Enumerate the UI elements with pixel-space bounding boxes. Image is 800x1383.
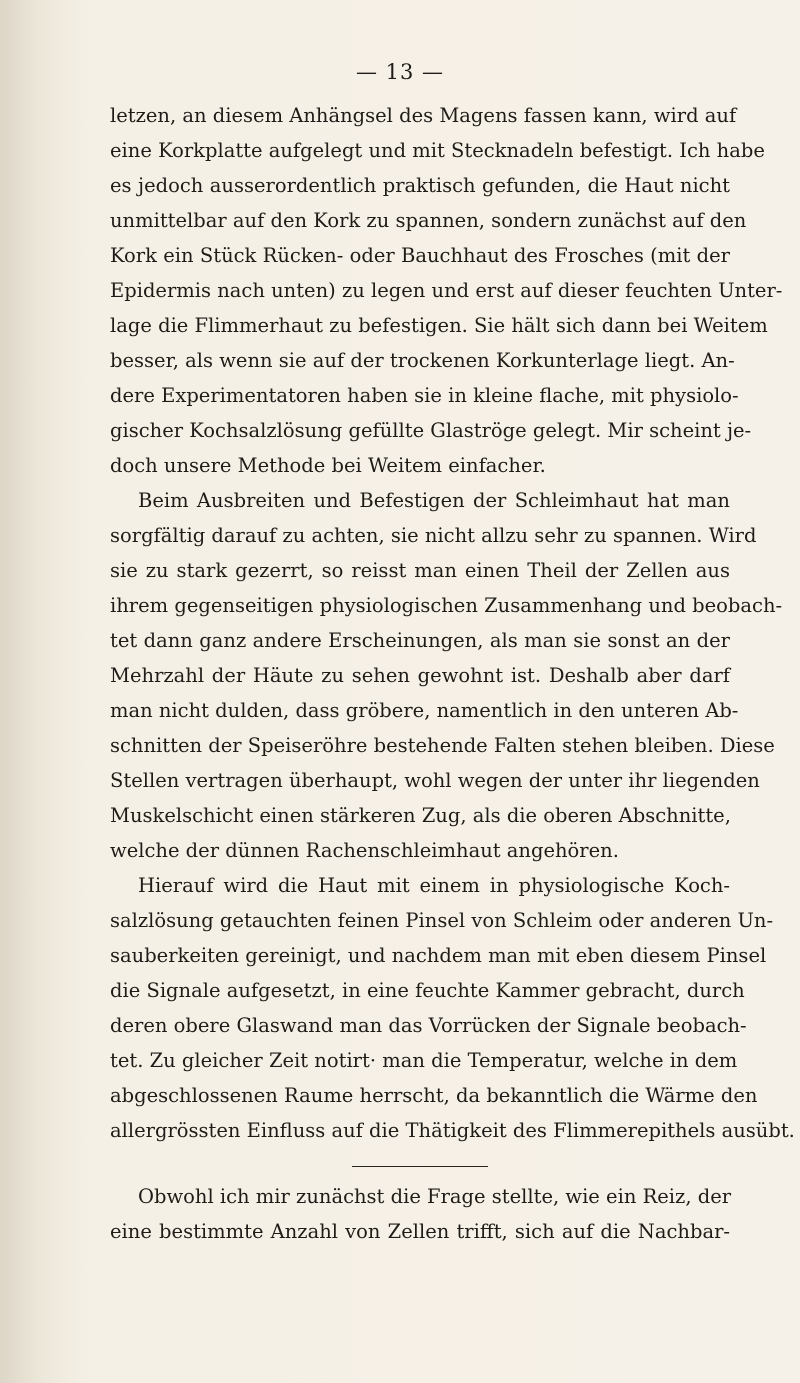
text-line: tet. Zu gleicher Zeit notirt· man die Temperatur, welche in dem [110, 1049, 738, 1072]
text-line: lage die Flimmerhaut zu befestigen. Sie hält sich dann bei Weitem [110, 314, 768, 337]
text-line: Mehrzahl der Häute zu sehen gewohnt ist. Deshalb aber darf [110, 664, 730, 687]
text-line: salzlösung getauchten feinen Pinsel von Schleim oder anderen Un- [110, 909, 774, 932]
text-line: es jedoch ausserordentlich praktisch gefunden, die Haut nicht [110, 174, 730, 197]
text-line: tet dann ganz andere Erscheinungen, als man sie sonst an der [110, 629, 730, 652]
text-line: unmittelbar auf den Kork zu spannen, sondern zunächst auf den [110, 209, 747, 232]
paragraph-3 [110, 868, 795, 1148]
text-line: dere Experimentatoren haben sie in kleine flache, mit physiolo- [110, 384, 739, 407]
text-line: ihrem gegenseitigen physiologischen Zusammenhang und beobach- [110, 594, 783, 617]
section-divider [352, 1166, 488, 1167]
text-line: Kork ein Stück Rücken- oder Bauchhaut des Frosches (mit der [110, 244, 730, 267]
text-line: man nicht dulden, dass gröbere, namentlich in den unteren Ab- [110, 699, 739, 722]
text-line: doch unsere Methode bei Weitem einfacher. [110, 454, 546, 477]
text-line: eine bestimmte Anzahl von Zellen trifft, sich auf die Nachbar- [110, 1220, 730, 1243]
text-line: Hierauf wird die Haut mit einem in physiologische Koch- [138, 874, 730, 897]
text-line: gischer Kochsalzlösung gefüllte Glaströge gelegt. Mir scheint je- [110, 419, 752, 442]
page-number: — 13 — [355, 60, 445, 84]
text-line: sie zu stark gezerrt, so reisst man einen Theil der Zellen aus [110, 559, 730, 582]
text-line: Stellen vertragen überhaupt, wohl wegen der unter ihr liegenden [110, 769, 760, 792]
text-line: eine Korkplatte aufgelegt und mit Stecknadeln befestigt. Ich habe [110, 139, 765, 162]
paragraph-1 [110, 98, 783, 483]
paragraph-2 [110, 483, 783, 868]
paragraph-4 [110, 1179, 730, 1249]
text-line: sauberkeiten gereinigt, und nachdem man mit eben diesem Pinsel [110, 944, 767, 967]
text-line: Muskelschicht einen stärkeren Zug, als die oberen Abschnitte, [110, 804, 731, 827]
text-line: schnitten der Speiseröhre bestehende Falten stehen bleiben. Diese [110, 734, 775, 757]
text-line: welche der dünnen Rachenschleimhaut angehören. [110, 839, 619, 862]
text-line: deren obere Glaswand man das Vorrücken der Signale beobach- [110, 1014, 747, 1037]
text-line: die Signale aufgesetzt, in eine feuchte Kammer gebracht, durch [110, 979, 745, 1002]
text-line: Beim Ausbreiten und Befestigen der Schleimhaut hat man [138, 489, 730, 512]
text-line: Epidermis nach unten) zu legen und erst auf dieser feuchten Unter- [110, 279, 783, 302]
text-line: abgeschlossenen Raume herrscht, da bekanntlich die Wärme den [110, 1084, 758, 1107]
text-line: letzen, an diesem Anhängsel des Magens fassen kann, wird auf [110, 104, 737, 127]
text-line: besser, als wenn sie auf der trockenen Korkunterlage liegt. An- [110, 349, 735, 372]
body-text [110, 98, 795, 1249]
text-line: Obwohl ich mir zunächst die Frage stellte, wie ein Reiz, der [138, 1185, 732, 1208]
text-line: allergrössten Einfluss auf die Thätigkeit des Flimmerepithels ausübt. [110, 1119, 795, 1142]
text-line: sorgfältig darauf zu achten, sie nicht allzu sehr zu spannen. Wird [110, 524, 757, 547]
